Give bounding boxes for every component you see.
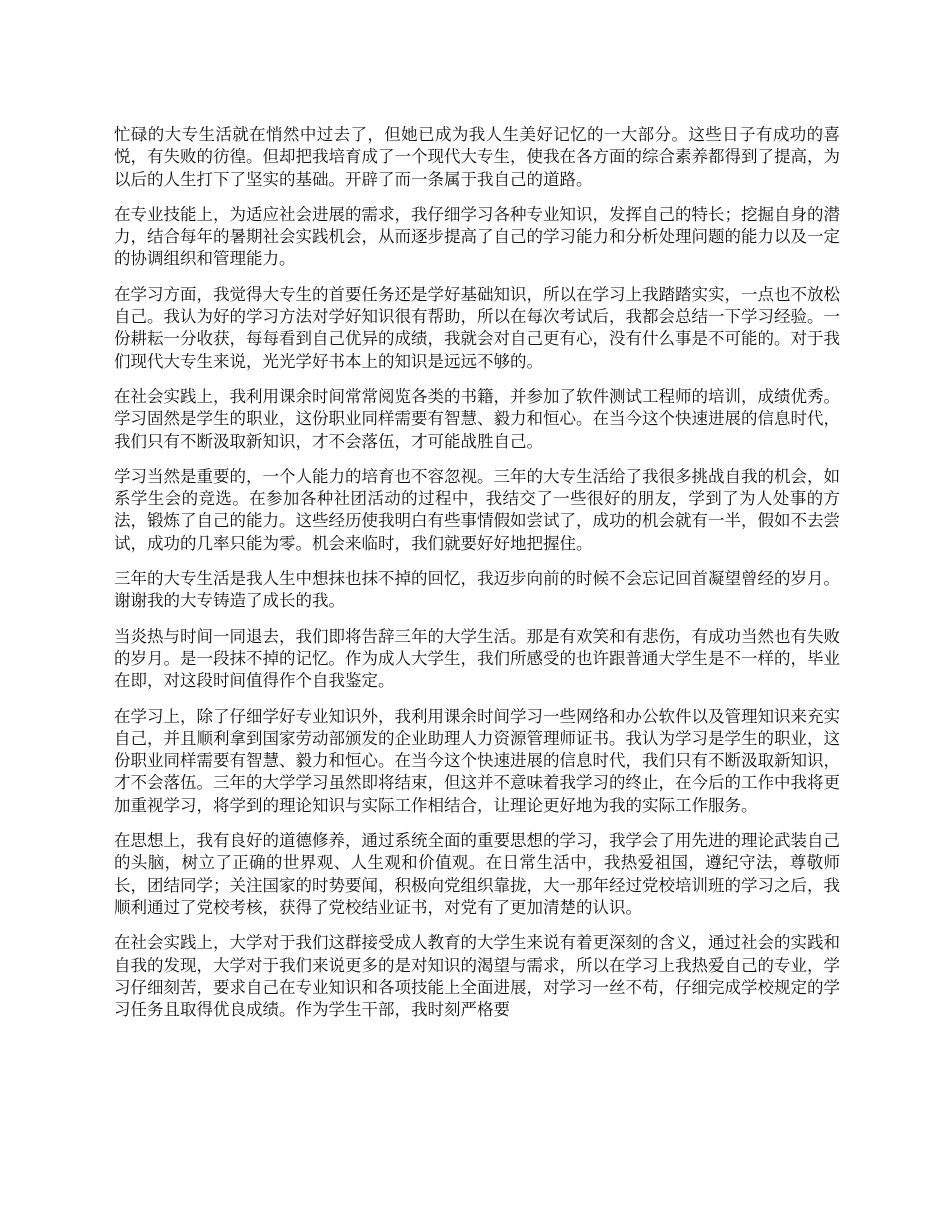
paragraph-1: 忙碌的大专生活就在悄然中过去了，但她已成为我人生美好记忆的一大部分。这些日子有成功的喜悦，有失败的彷徨。但却把我培育成了一个现代大专生，使我在各方面的综合素养都得到了提高，为以后的人生打下了坚实的基础。开辟了而一条属于我自己的道路。 bbox=[114, 125, 840, 189]
paragraph-4: 在社会实践上，我利用课余时间常常阅览各类的书籍，并参加了软件测试工程师的培训，成绩优秀。学习固然是学生的职业，这份职业同样需要有智慧、毅力和恒心。在当今这个快速进展的信息时代，我们只有不断汲取新知识，才不会落伍，才可能战胜自己。 bbox=[114, 386, 840, 451]
paragraph-2: 在专业技能上，为适应社会进展的需求，我仔细学习各种专业知识，发挥自己的特长；挖掘自身的潜力，结合每年的暑期社会实践机会，从而逐步提高了自己的学习能力和分析处理问题的能力以及一定的协调组织和管理能力。 bbox=[114, 204, 840, 269]
document-body bbox=[114, 124, 840, 1034]
paragraph-3: 在学习方面，我觉得大专生的首要任务还是学好基础知识，所以在学习上我踏踏实实，一点也不放松自己。我认为好的学习方法对学好知识很有帮助，所以在每次考试后，我都会总结一下学习经验。一份耕耘一分收获，每每看到自己优异的成绩，我就会对自己更有心，没有什么事是不可能的。对于我们现代大专生来说，光光学好书本上的知识是远远不够的。 bbox=[114, 284, 840, 371]
paragraph-9: 在思想上，我有良好的道德修养，通过系统全面的重要思想的学习，我学会了用先进的理论武装自己的头脑，树立了正确的世界观、人生观和价值观。在日常生活中，我热爱祖国，遵纪守法，尊敬师长，团结同学；关注国家的时势要闻，积极向党组织靠拢，大一那年经过党校培训班的学习之后，我顺利通过了党校考核，获得了党校结业证书，对党有了更加清楚的认识。 bbox=[114, 831, 840, 917]
paragraph-10: 在社会实践上，大学对于我们这群接受成人教育的大学生来说有着更深刻的含义，通过社会的实践和自我的发现，大学对于我们来说更多的是对知识的渴望与需求，所以在学习上我热爱自己的专业，学习仔细刻苦，要求自己在专业知识和各项技能上全面进展，对学习一丝不苟，仔细完成学校规定的学习任务且取得优良成绩。作为学生干部，我时刻严格要 bbox=[114, 933, 840, 1020]
paragraph-6: 三年的大专生活是我人生中想抹也抹不掉的回忆，我迈步向前的时候不会忘记回首凝望曾经的岁月。谢谢我的大专铸造了成长的我。 bbox=[114, 569, 840, 611]
paragraph-5: 学习当然是重要的，一个人能力的培育也不容忽视。三年的大专生活给了我很多挑战自我的机会，如系学生会的竞选。在参加各种社团活动的过程中，我结交了一些很好的朋友，学到了为人处事的方法，锻炼了自己的能力。这些经历使我明白有些事情假如尝试了，成功的机会就有一半，假如不去尝试，成功的几率只能为零。机会来临时，我们就要好好地把握住。 bbox=[114, 466, 840, 553]
paragraph-8: 在学习上，除了仔细学好专业知识外，我利用课余时间学习一些网络和办公软件以及管理知识来充实自己，并且顺利拿到国家劳动部颁发的企业助理人力资源管理师证书。我认为学习是学生的职业，这份职业同样需要有智慧、毅力和恒心。在当今这个快速进展的信息时代，我们只有不断汲取新知识，才不会落伍。三年的大学学习虽然即将结束，但这并不意味着我学习的终止，在今后的工作中我将更加重视学习，将学到的理论知识与实际工作相结合，让理论更好地为我的实际工作服务。 bbox=[114, 706, 840, 815]
paragraph-7: 当炎热与时间一同退去，我们即将告辞三年的大学生活。那是有欢笑和有悲伤，有成功当然也有失败的岁月。是一段抹不掉的记忆。作为成人大学生，我们所感受的也许跟普通大学生是不一样的，毕业在即，对这段时间值得作个自我鉴定。 bbox=[114, 626, 840, 691]
